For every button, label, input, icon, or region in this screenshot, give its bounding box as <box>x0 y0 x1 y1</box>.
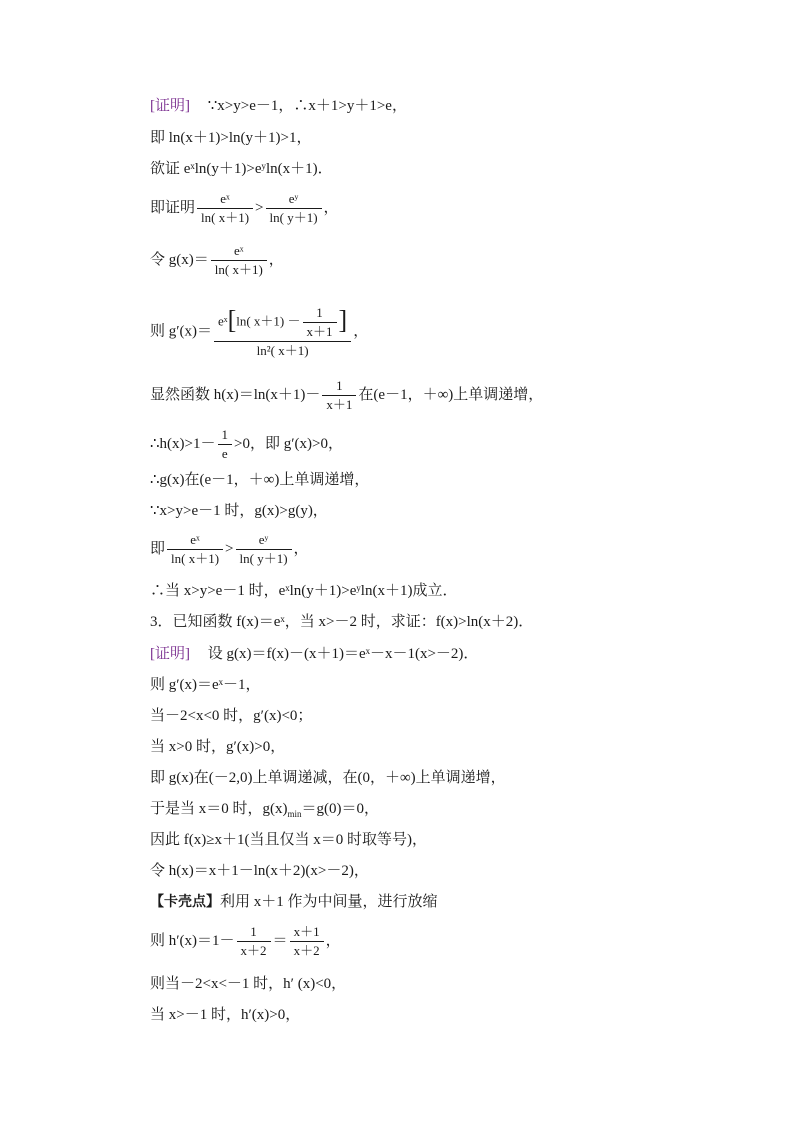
proof-line-4 <box>150 191 339 226</box>
fraction <box>237 924 271 959</box>
proof-line-15: 则 g′(x)＝eˣ－1， <box>150 677 261 693</box>
note-label: 【卡壳点】 <box>150 894 220 910</box>
text: 于是当 x＝0 时，g(x) <box>150 801 288 817</box>
text: ∵x>y>e－1，∴x＋1>y＋1>e， <box>207 98 407 114</box>
operator: ＝ <box>272 932 288 949</box>
fraction <box>167 532 223 567</box>
numerator: eˣ <box>234 243 244 258</box>
proof-line-21: 令 h(x)＝x＋1－ln(x＋2)(x>－2)， <box>150 863 369 879</box>
fraction <box>211 243 267 278</box>
problem-3: 3．已知函数 f(x)＝eˣ，当 x>－2 时，求证：f(x)>ln(x＋2)． <box>150 614 534 630</box>
proof-line-1 <box>150 96 407 116</box>
denominator: ln( x＋1) <box>211 260 267 278</box>
denominator: ln( x＋1) <box>197 208 253 226</box>
term: ln( x＋1) － <box>236 313 301 329</box>
numerator: 1 <box>316 305 323 320</box>
exp-term: eˣ <box>218 313 228 329</box>
text: 即证明 <box>150 199 196 216</box>
denominator: x＋2 <box>290 941 324 959</box>
text: 令 g(x)＝ <box>150 251 209 268</box>
fraction <box>266 191 322 226</box>
text: ， <box>353 323 369 340</box>
numerator: 1 <box>221 427 228 442</box>
proof-line-7 <box>150 378 543 413</box>
text: 在(e－1，＋∞)上单调递增， <box>358 386 544 403</box>
text: 则 g′(x)＝ <box>150 323 213 340</box>
sticking-point-note <box>150 892 438 912</box>
denominator: x＋2 <box>237 941 271 959</box>
denominator: x＋1 <box>322 395 356 413</box>
proof-line-8 <box>150 427 343 462</box>
subscript: min <box>287 809 302 819</box>
denominator: ln( y＋1) <box>236 549 292 567</box>
denominator: ln²( x＋1) <box>214 341 351 359</box>
text: ， <box>268 251 284 268</box>
proof-line-17: 当 x>0 时，g′(x)>0， <box>150 739 286 755</box>
proof-line-24: 则当－2<x<－1 时，h′ (x)<0， <box>150 976 347 992</box>
proof-line-2: 即 ln(x＋1)>ln(y＋1)>1， <box>150 130 312 146</box>
proof-line-14 <box>150 644 478 664</box>
inner-fraction <box>303 305 337 340</box>
proof-line-3: 欲证 eˣln(y＋1)>eʸln(x＋1)． <box>150 161 333 177</box>
proof-line-9: ∴g(x)在(e－1，＋∞)上单调递增， <box>150 472 370 488</box>
proof-line-18: 即 g(x)在(－2,0)上单调递减，在(0，＋∞)上单调递增， <box>150 770 506 786</box>
left-bracket: [ <box>227 305 237 335</box>
proof-line-16: 当－2<x<0 时，g′(x)<0； <box>150 708 313 724</box>
text: ， <box>323 199 339 216</box>
numerator: 1 <box>250 924 257 939</box>
denominator: ln( x＋1) <box>167 549 223 567</box>
text: 设 g(x)＝f(x)－(x＋1)＝eˣ－x－1(x>－2)． <box>207 646 479 662</box>
proof-line-6 <box>150 305 368 359</box>
fraction <box>236 532 292 567</box>
proof-line-12: ∴当 x>y>e－1 时，eˣln(y＋1)>eʸln(x＋1)成立． <box>150 583 458 599</box>
denominator: x＋1 <box>303 322 337 340</box>
text: ∴h(x)>1－ <box>150 435 216 452</box>
denominator: e <box>218 444 233 462</box>
proof-line-25: 当 x>－1 时，h′(x)>0， <box>150 1007 301 1023</box>
operator: > <box>255 199 264 216</box>
proof-line-5 <box>150 243 284 278</box>
numerator: eˣ <box>220 191 230 206</box>
text: ＝g(0)＝0， <box>301 801 380 817</box>
numerator: eʸ <box>258 532 269 547</box>
fraction <box>322 378 356 413</box>
fraction <box>197 191 253 226</box>
proof-line-23 <box>150 924 341 959</box>
text: >0，即 g′(x)>0， <box>234 435 343 452</box>
numerator: eʸ <box>288 191 299 206</box>
text: ， <box>325 932 341 949</box>
proof-line-10: ∵x>y>e－1 时，g(x)>g(y)， <box>150 503 328 519</box>
numerator: 1 <box>336 378 343 393</box>
right-bracket: ] <box>338 305 348 335</box>
text: ， <box>293 540 309 557</box>
proof-line-19 <box>150 799 379 819</box>
numerator: x＋1 <box>293 924 320 939</box>
proof-tag: [证明] <box>150 98 190 114</box>
text: 显然函数 h(x)＝ln(x＋1)－ <box>150 386 321 403</box>
proof-line-11 <box>150 532 309 567</box>
fraction <box>218 427 233 462</box>
text: 即 <box>150 540 166 557</box>
proof-tag: [证明] <box>150 646 190 662</box>
text: 则 h′(x)＝1－ <box>150 932 235 949</box>
fraction <box>290 924 324 959</box>
note-text: 利用 x＋1 作为中间量，进行放缩 <box>220 894 438 910</box>
operator: > <box>225 540 234 557</box>
numerator <box>214 305 351 341</box>
fraction <box>214 305 351 359</box>
proof-line-20: 因此 f(x)≥x＋1(当且仅当 x＝0 时取等号)， <box>150 832 427 848</box>
denominator: ln( y＋1) <box>266 208 322 226</box>
numerator: eˣ <box>190 532 200 547</box>
